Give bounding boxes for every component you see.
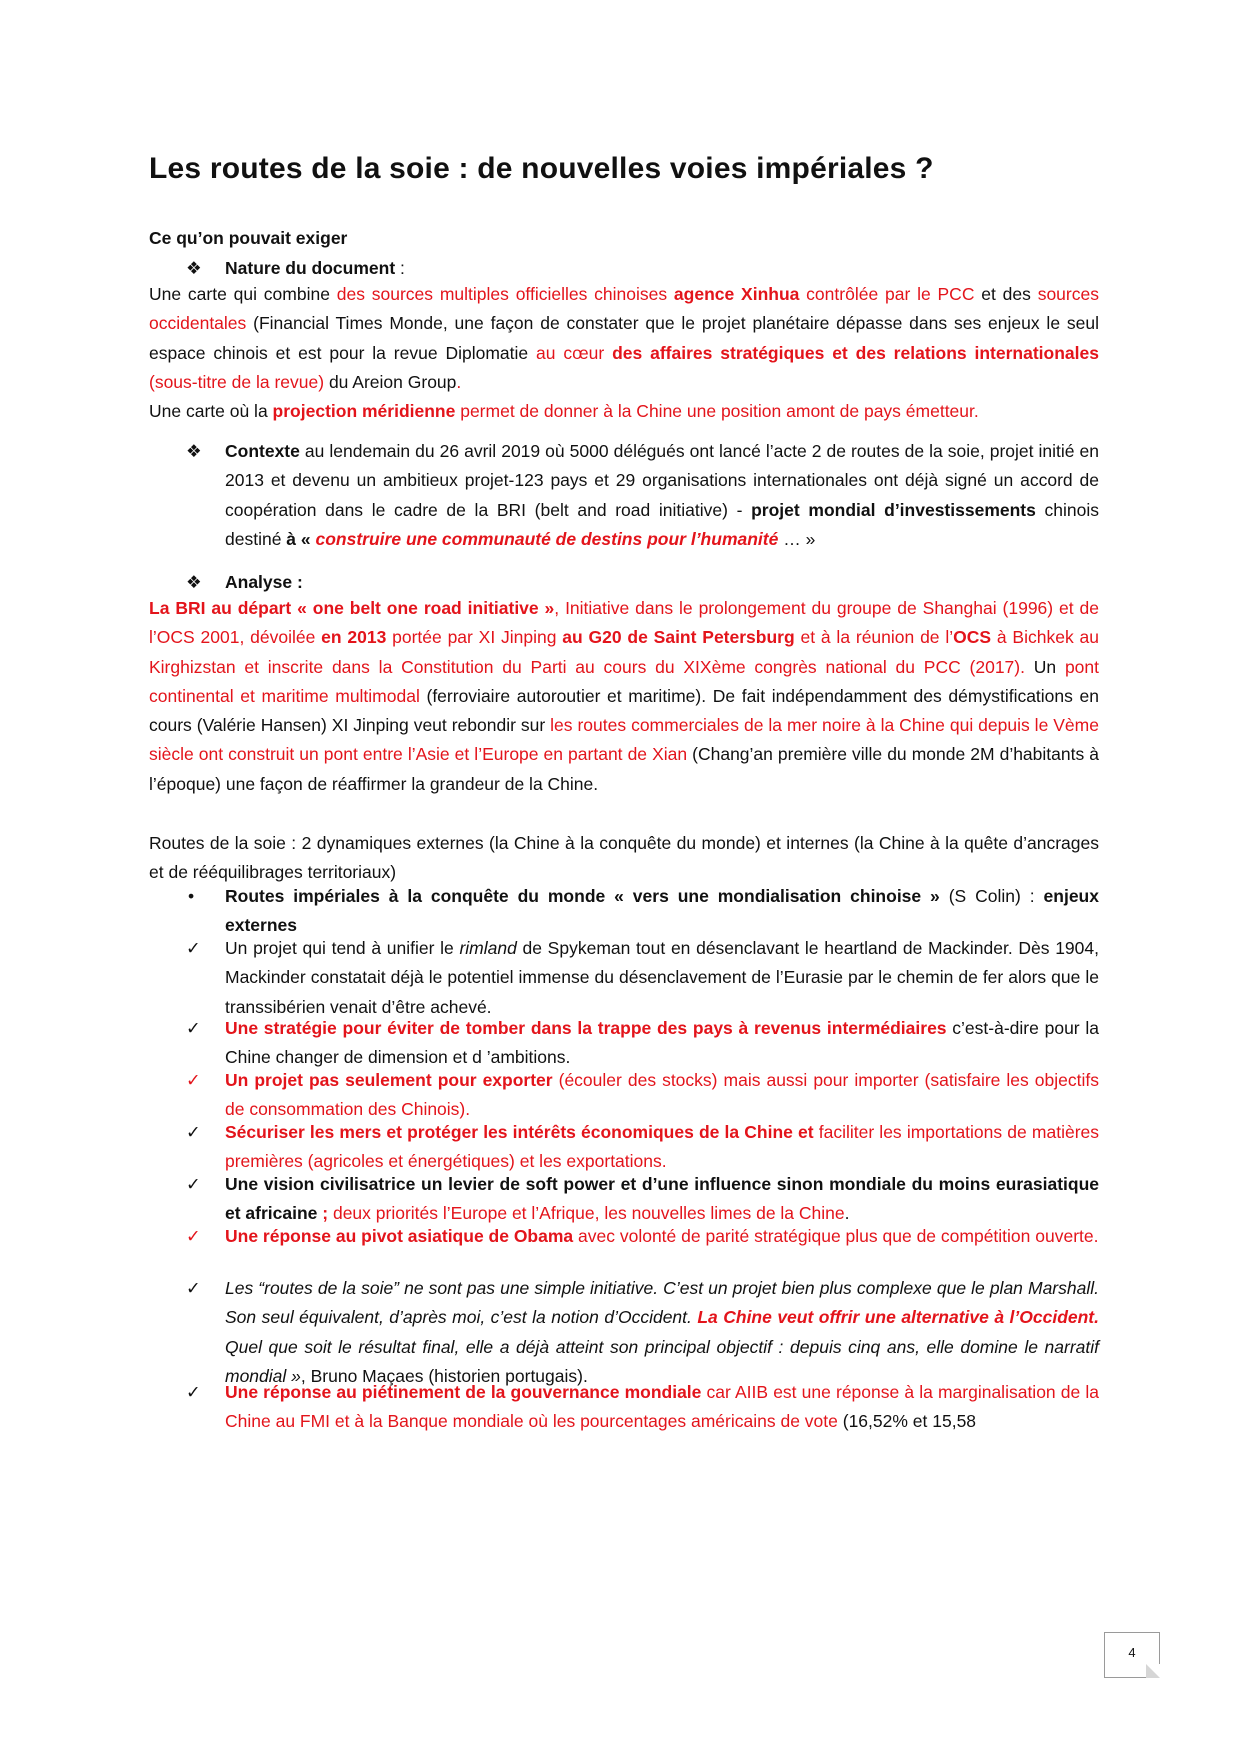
check-item-2: Une stratégie pour éviter de tomber dans la trappe des pays à revenus intermédiaires c’est-à-dire pour la Chine changer de dimension et d ’ambitions. (225, 1018, 1099, 1068)
nature-heading: Nature du document : (225, 258, 405, 278)
check-icon: ✓ (186, 1018, 201, 1038)
analyse-heading: Analyse : (225, 572, 303, 592)
check-item-7: Les “routes de la soie” ne sont pas une simple initiative. C’est un projet bien plus complexe que le plan Marshall. Son seul équivalent, d’après moi, c’est la notion d’Occident. La Chine veut offrir une alternative à l’Occident. Quel que soit le résultat final, elle a déjà atteint son principal objectif : depuis cinq ans, elle domine le narratif mondial », Bruno Maçaes (historien portugais). (225, 1278, 1099, 1386)
section-subtitle: Ce qu’on pouvait exiger (149, 228, 348, 248)
nature-text-1: Une carte qui combine des sources multiples officielles chinoises agence Xinhua contrôlée par le PCC et des sources occidentales (Financial Times Monde, une façon de constater que le projet planétaire dépasse dans ses enjeux le seul espace chinois et est pour la revue Diplomatie au cœur des affaires stratégiques et des relations internationales (sous-titre de la revue) du Areion Group. (149, 284, 1099, 392)
page-number-box (1104, 1632, 1160, 1678)
check-item-3: Un projet pas seulement pour exporter (écouler des stocks) mais aussi pour importer (satisfaire les objectifs de consommation des Chinois). (225, 1070, 1099, 1120)
page-number: 4 (1128, 1645, 1136, 1660)
check-icon: ✓ (186, 938, 201, 958)
diamond-bullet-icon: ❖ (186, 572, 202, 592)
bullet-item: Routes impériales à la conquête du monde « vers une mondialisation chinoise » (S Colin) : enjeux externes (225, 886, 1099, 936)
check-icon: ✓ (186, 1174, 201, 1194)
dynamics-paragraph: Routes de la soie : 2 dynamiques externes (la Chine à la conquête du monde) et internes (la Chine à la quête d’ancrages et de rééquilibrages territoriaux) (149, 833, 1099, 883)
check-icon: ✓ (186, 1070, 201, 1090)
check-item-8: Une réponse au piétinement de la gouvernance mondiale car AIIB est une réponse à la marginalisation de la Chine au FMI et à la Banque mondiale où les pourcentages américains de vote (16,52% et 15,58 (225, 1382, 1099, 1432)
check-icon: ✓ (186, 1122, 201, 1142)
check-item-1: Un projet qui tend à unifier le rimland de Spykeman tout en désenclavant le heartland de Mackinder. Dès 1904, Mackinder constatait déjà le potentiel immense du désenclavement de l’Eurasie par le chemin de fer alors que le transsibérien venait d’être achevé. (225, 938, 1099, 1017)
check-icon: ✓ (186, 1382, 201, 1402)
page-title: Les routes de la soie : de nouvelles voies impériales ? (149, 152, 934, 185)
nature-text-2: Une carte où la projection méridienne permet de donner à la Chine une position amont de pays émetteur. (149, 401, 979, 422)
check-item-4: Sécuriser les mers et protéger les intérêts économiques de la Chine et faciliter les importations de matières premières (agricoles et énergétiques) et les exportations. (225, 1122, 1099, 1172)
check-icon: ✓ (186, 1278, 201, 1298)
analyse-paragraph (149, 594, 1099, 799)
check-item-6: Une réponse au pivot asiatique de Obama avec volonté de parité stratégique plus que de compétition ouverte. (225, 1226, 1099, 1246)
analyse-text-1: La BRI au départ « one belt one road initiative », Initiative dans le prolongement du groupe de Shanghai (1996) et de l’OCS 2001, dévoilée en 2013 portée par XI Jinping au G20 de Saint Petersburg et à la réunion de l’OCS à Bichkek au Kirghizstan et inscrite dans la Constitution du Parti au cours du XIXème congrès national du PCC (2017). Un pont continental et maritime multimodal (ferroviaire autoroutier et maritime). De fait indépendamment des démystifications en cours (Valérie Hansen) XI Jinping veut rebondir sur les routes commerciales de la mer noire à la Chine qui depuis le Vème siècle ont construit un pont entre l’Asie et l’Europe en partant de Xian (Chang’an première ville du monde 2M d’habitants à l’époque) une façon de réaffirmer la grandeur de la Chine. (149, 598, 1100, 794)
diamond-bullet-icon: ❖ (186, 258, 202, 278)
check-item-5: Une vision civilisatrice un levier de soft power et d’une influence sinon mondiale du moins eurasiatique et africaine ; deux priorités l’Europe et l’Afrique, les nouvelles limes de la Chine. (225, 1174, 1099, 1224)
page-curl-icon (1146, 1664, 1160, 1678)
check-icon: ✓ (186, 1226, 201, 1246)
contexte-paragraph: Contexte au lendemain du 26 avril 2019 où 5000 délégués ont lancé l’acte 2 de routes de la soie, projet initié en 2013 et devenu un ambitieux projet-123 pays et 29 organisations internationales ont déjà signé un accord de coopération dans le cadre de la BRI (belt and road initiative) - projet mondial d’investissements chinois destiné à « construire une communauté de destins pour l’humanité … » (225, 441, 1099, 549)
nature-paragraph (149, 280, 1099, 426)
diamond-bullet-icon: ❖ (186, 441, 202, 461)
round-bullet-icon: • (188, 886, 195, 906)
